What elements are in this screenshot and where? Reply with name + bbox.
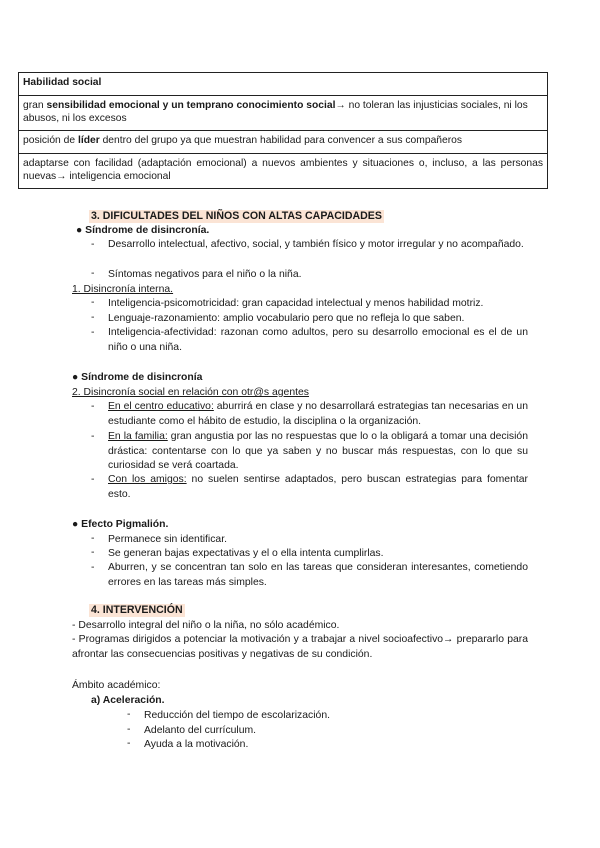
list-item: Inteligencia-psicomotricidad: gran capacidad intelectual y menos habilidad motriz. (108, 298, 484, 309)
item-label: Con los amigos: (108, 474, 187, 485)
dash-bullet: - (91, 327, 95, 338)
list-item: Síntomas negativos para el niño o la niña. (108, 269, 302, 280)
dash-bullet: - (91, 268, 95, 279)
section-3-heading: 3. DIFICULTADES DEL NIÑOS CON ALTAS CAPACIDADES (91, 210, 382, 222)
list-item (108, 400, 528, 429)
dash-bullet: - (91, 533, 95, 544)
list-item: Reducción del tiempo de escolarización. (144, 710, 330, 721)
list-item: Lenguaje-razonamiento: amplio vocabulario pero que no refleja lo que saben. (108, 313, 465, 324)
dash-bullet: - (91, 401, 95, 412)
dash-bullet: - (91, 297, 95, 308)
sindrome-title: ● Síndrome de disincronía. (76, 225, 210, 236)
sindrome-title: ● Síndrome de disincronía (72, 372, 203, 383)
social-skills-table (18, 72, 548, 189)
dash-bullet: - (127, 724, 131, 735)
ambito-label: Ámbito académico: (72, 680, 161, 691)
row-text: gran (23, 100, 47, 111)
paragraph-line: - Programas dirigidos a potenciar la motivación y a trabajar a nivel socioafectivo→ prepararlo para afrontar las consecuencias positivas y negativas de su condición. (72, 634, 528, 660)
pigmalion-title: ● Efecto Pigmalión. (72, 519, 169, 530)
aceleracion-title: a) Aceleración. (91, 695, 165, 706)
row-text: → no toleran las injusticias sociales, ni los abusos, ni los excesos (23, 100, 528, 124)
list-item: Se generan bajas expectativas y el o ella intenta cumplirlas. (108, 548, 384, 559)
list-item: Ayuda a la motivación. (144, 739, 249, 750)
list-item: Permanece sin identificar. (108, 534, 227, 545)
list-item (108, 430, 528, 474)
list-item: Aburren, y se concentran tan solo en las tareas que consideran interesantes, cometiendo errores en las tareas más simples. (108, 562, 528, 588)
table-row (19, 131, 548, 154)
subheading-disincronia-social: 2. Disincronía social en relación con otr@s agentes (72, 387, 309, 398)
table-header: Habilidad social (19, 73, 548, 96)
dash-bullet: - (91, 562, 95, 573)
row-bold-text: líder (77, 135, 100, 146)
row-bold-text: sensibilidad emocional y un temprano conocimiento social (46, 100, 336, 111)
list-item: Adelanto del currículum. (144, 725, 257, 736)
list-item: Desarrollo intelectual, afectivo, social, y también físico y motor irregular y no acompañado. (108, 239, 524, 250)
item-text: no suelen sentirse adaptados, pero buscan estrategias para fomentar esto. (108, 474, 528, 500)
list-item (108, 473, 528, 502)
row-text: dentro del grupo ya que muestran habilidad para convencer a sus compañeros (99, 135, 463, 146)
paragraph-line: - Desarrollo integral del niño o la niña, no sólo académico. (72, 620, 340, 631)
dash-bullet: - (91, 239, 95, 250)
dash-bullet: - (91, 547, 95, 558)
dash-bullet: - (127, 738, 131, 749)
dash-bullet: - (91, 474, 95, 485)
dash-bullet: - (127, 709, 131, 720)
row-text: posición de (23, 135, 78, 146)
item-label: En el centro educativo: (108, 401, 214, 412)
table-row (19, 96, 548, 131)
list-item: Inteligencia-afectividad: razonan como adultos, pero su desarrollo emocional es el de un niño o una niña. (108, 327, 528, 353)
dash-bullet: - (91, 312, 95, 323)
subheading-disincronia-interna: 1. Disincronía interna. (72, 284, 174, 295)
item-label: En la familia: (108, 431, 168, 442)
item-text: gran angustia por las no respuestas que lo o la obligará a tomar una decisión drástica: contentarse con lo que ya saben y no buscar más respuestas, con lo que su curiosidad se verá coartada. (108, 431, 528, 472)
section-4-heading: 4. INTERVENCIÓN (91, 604, 183, 616)
table-row: adaptarse con facilidad (adaptación emocional) a nuevos ambientes y situaciones o, incluso, a las personas nuevas→ inteligencia emocional (19, 154, 548, 189)
dash-bullet: - (91, 431, 95, 442)
item-text: aburrirá en clase y no desarrollará estrategias tan necesarias en un estudiante como el hábito de estudio, la disciplina o la organización. (108, 401, 528, 427)
